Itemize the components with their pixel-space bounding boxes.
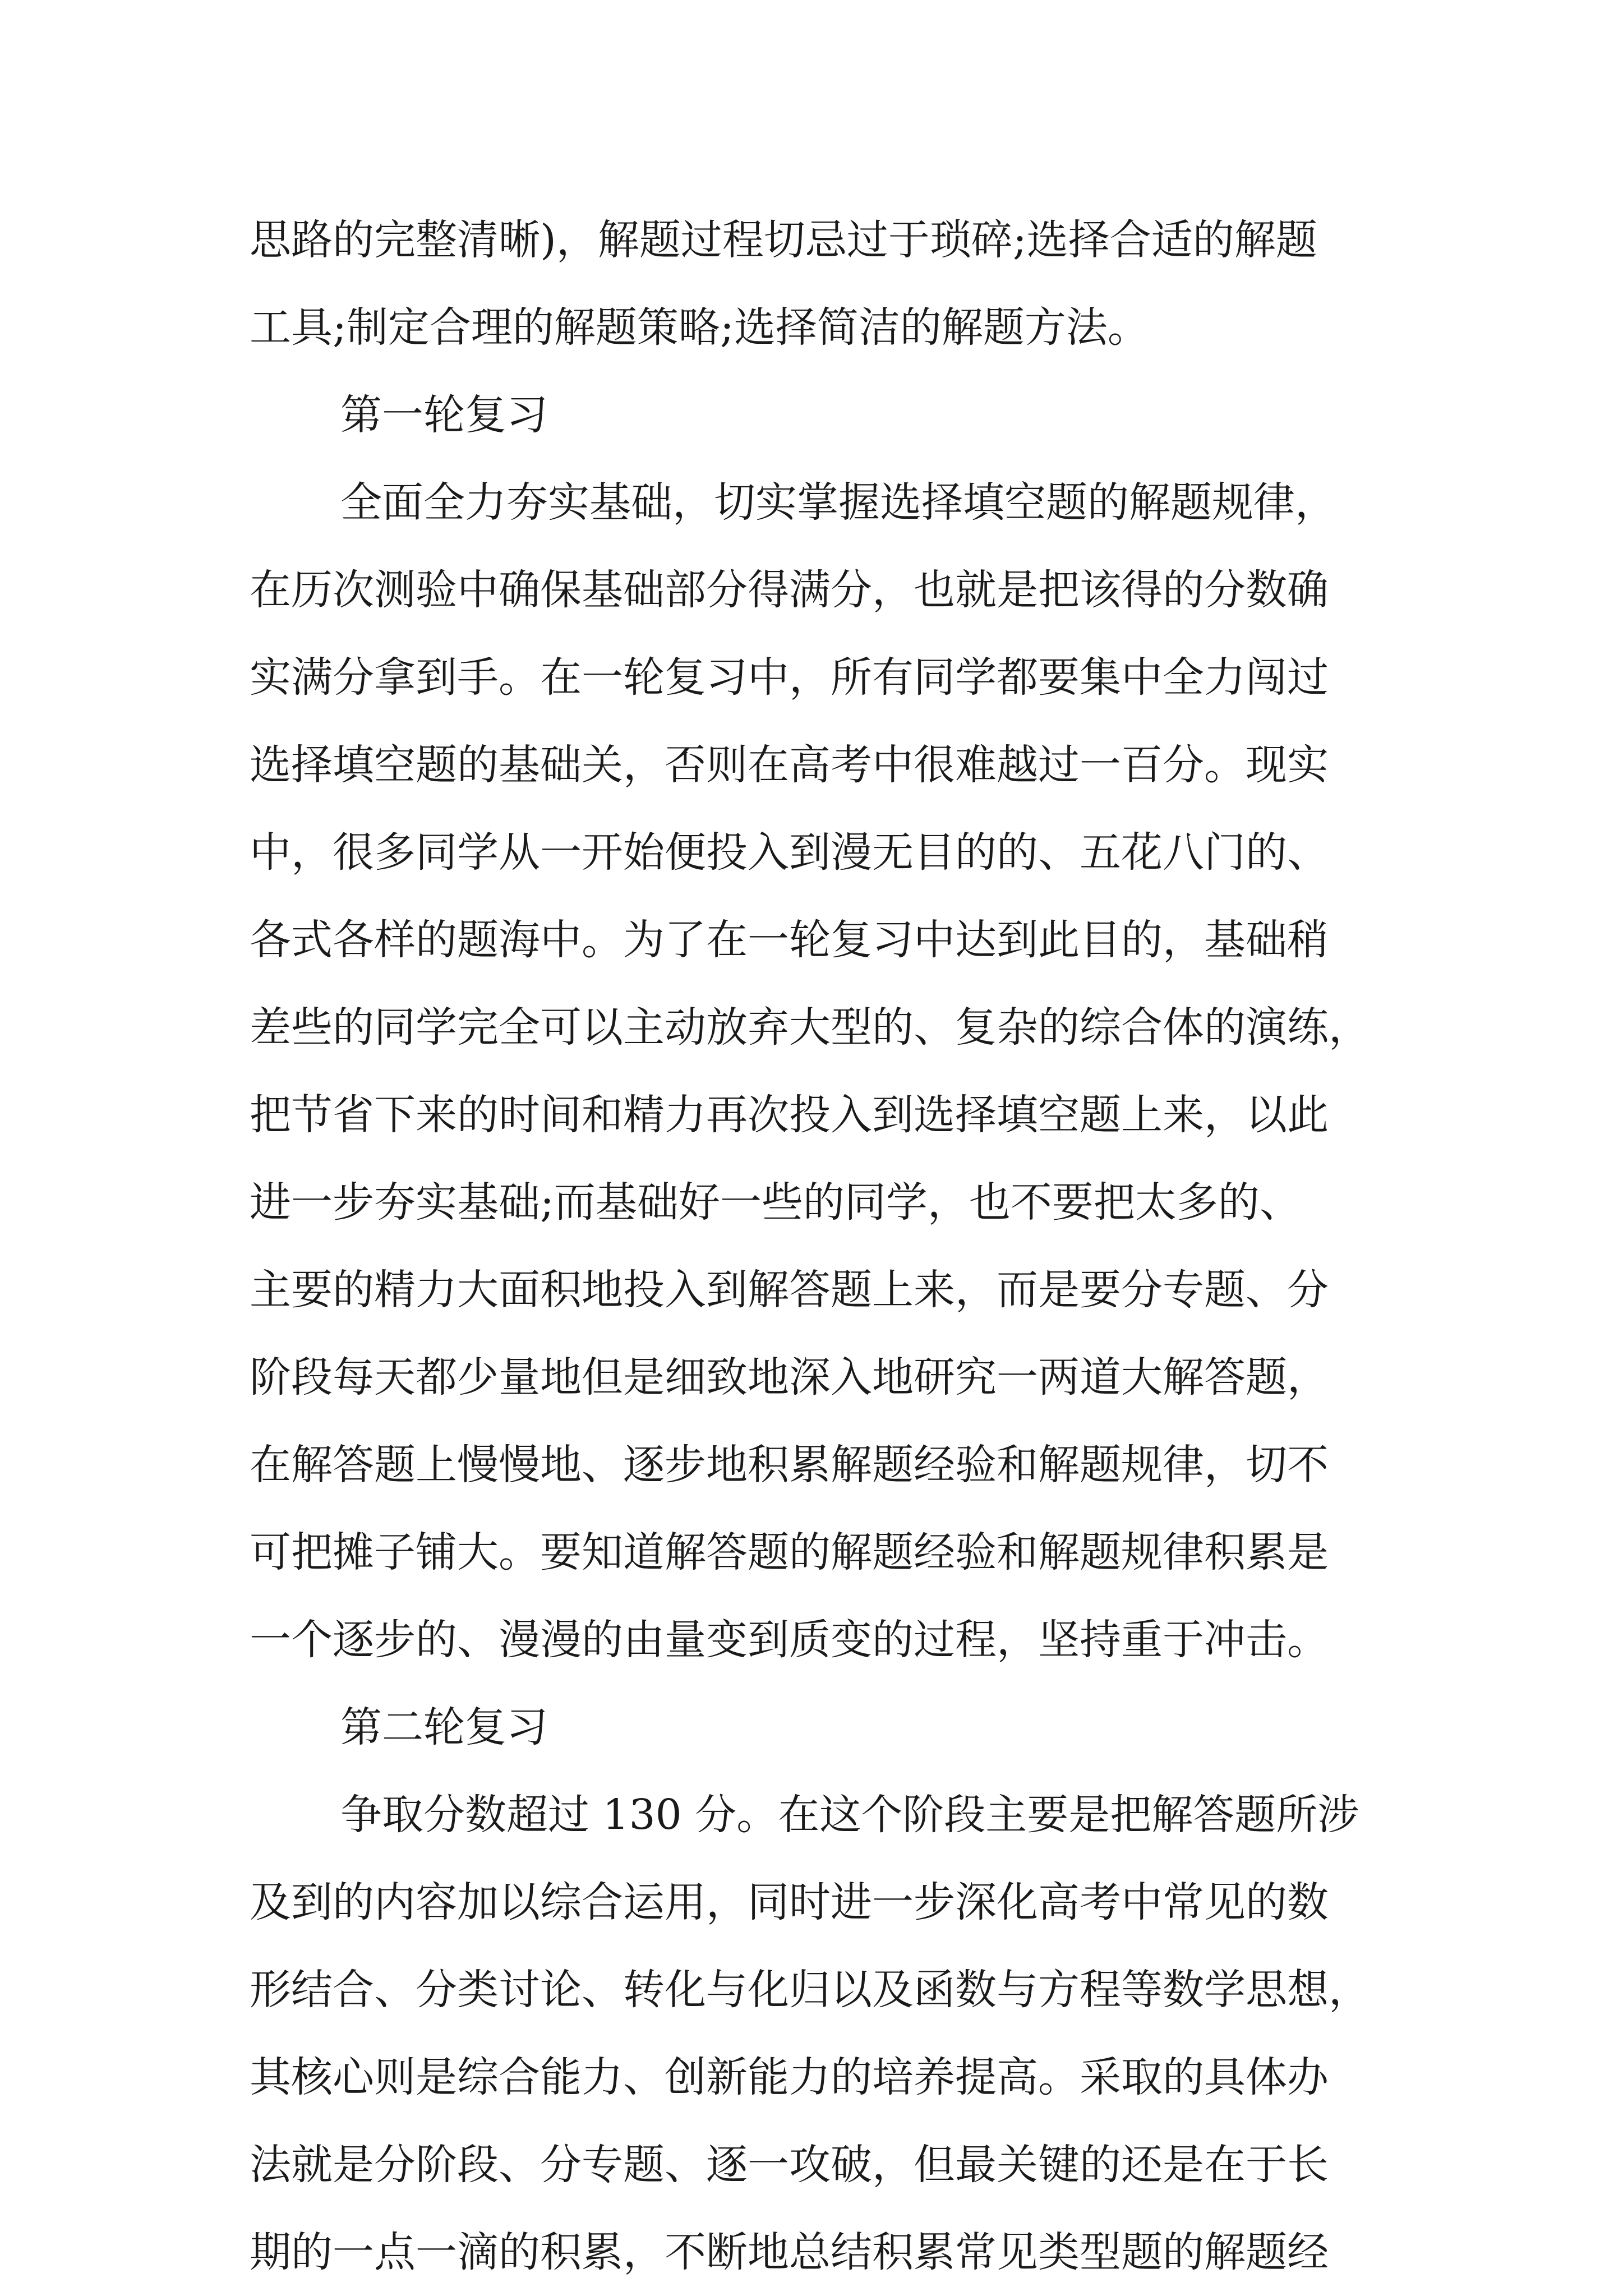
paragraph-line: 一个逐步的、漫漫的由量变到质变的过程，坚持重于冲击。: [250, 1616, 1329, 1664]
paragraph-line: 在解答题上慢慢地、逐步地积累解题经验和解题规律，切不: [250, 1441, 1329, 1489]
paragraph-line: 工具;制定合理的解题策略;选择简洁的解题方法。: [250, 303, 1149, 352]
paragraph-line: 主要的精力大面积地投入到解答题上来，而是要分专题、分: [250, 1266, 1329, 1314]
paragraph-line: 思路的完整清晰)，解题过程切忌过于琐碎;选择合适的解题: [250, 216, 1317, 264]
paragraph-line: 选择填空题的基础关，否则在高考中很难越过一百分。现实: [250, 741, 1329, 789]
section-heading-second-review: 第二轮复习: [340, 1703, 548, 1751]
paragraph-line: 中，很多同学从一开始便投入到漫无目的的、五花八门的、: [250, 828, 1329, 877]
paragraph-line: 法就是分阶段、分专题、逐一攻破，但最关键的还是在于长: [250, 2141, 1329, 2189]
paragraph-line: 阶段每天都少量地但是细致地深入地研究一两道大解答题，: [250, 1353, 1329, 1401]
paragraph-line: 形结合、分类讨论、转化与化归以及函数与方程等数学思想，: [250, 1966, 1370, 2014]
section-heading-first-review: 第一轮复习: [340, 391, 548, 439]
paragraph-line: 全面全力夯实基础，切实掌握选择填空题的解题规律，: [340, 478, 1336, 527]
document-body: [250, 196, 1382, 2296]
paragraph-line: 差些的同学完全可以主动放弃大型的、复杂的综合体的演练，: [250, 1003, 1370, 1052]
paragraph-line: 在历次测验中确保基础部分得满分，也就是把该得的分数确: [250, 566, 1329, 614]
paragraph-line: 可把摊子铺大。要知道解答题的解题经验和解题规律积累是: [250, 1528, 1329, 1576]
paragraph-line: 期的一点一滴的积累，不断地总结积累常见类型题的解题经: [250, 2228, 1329, 2276]
paragraph-line: 争取分数超过 130 分。在这个阶段主要是把解答题所涉: [340, 1791, 1359, 1839]
paragraph-line: 把节省下来的时间和精力再次投入到选择填空题上来，以此: [250, 1091, 1329, 1139]
paragraph-line: 其核心则是综合能力、创新能力的培养提高。采取的具体办: [250, 2053, 1329, 2101]
paragraph-line: 及到的内容加以综合运用，同时进一步深化高考中常见的数: [250, 1878, 1329, 1926]
paragraph-line: 进一步夯实基础;而基础好一些的同学，也不要把太多的、: [250, 1178, 1301, 1227]
paragraph-line: 各式各样的题海中。为了在一轮复习中达到此目的，基础稍: [250, 916, 1329, 964]
paragraph-line: 实满分拿到手。在一轮复习中，所有同学都要集中全力闯过: [250, 653, 1329, 702]
